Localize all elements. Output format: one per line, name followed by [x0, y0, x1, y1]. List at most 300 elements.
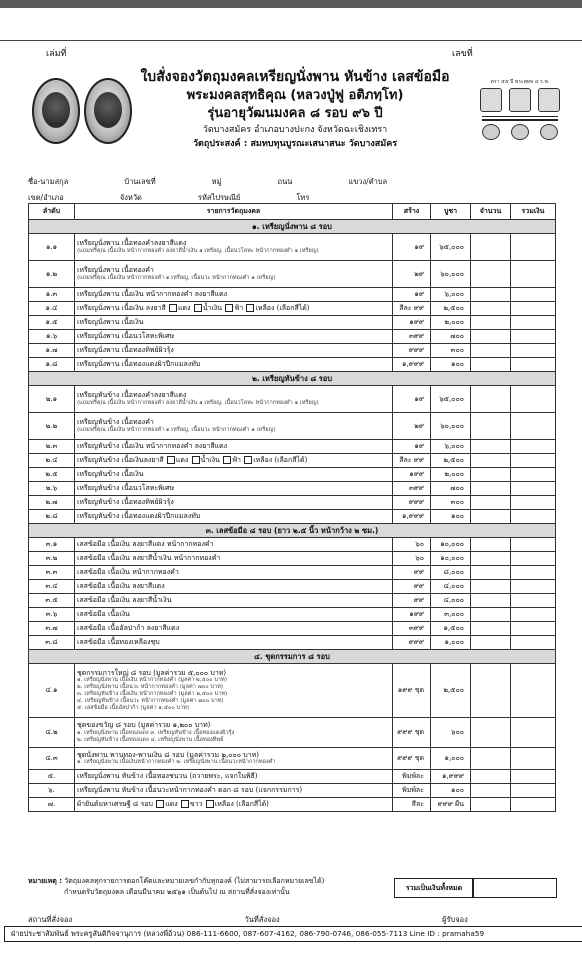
item-total-field[interactable]	[511, 261, 556, 288]
item-quantity-field[interactable]	[471, 664, 511, 718]
item-total-field[interactable]	[511, 566, 556, 580]
header-divider	[0, 40, 582, 41]
item-quantity-field[interactable]	[471, 330, 511, 344]
table-row	[29, 440, 556, 454]
item-quantity-field[interactable]	[471, 538, 511, 552]
temple-address: วัดบางสมัคร อำเภอบางปะกง จังหวัดฉะเชิงเทรา	[202, 125, 388, 135]
item-name: เหรียญนั่งพาน หันข้าง เนื้อทองชนวน (ถวายพระ, แจกในพิธี)	[77, 772, 258, 781]
item-total-field[interactable]	[511, 718, 556, 748]
item-quantity-field[interactable]	[471, 566, 511, 580]
table-row	[29, 538, 556, 552]
item-name: เหรียญนั่งพาน เนื้อทองทิพย์ผิวรุ้ง	[77, 346, 174, 355]
table-row	[29, 798, 556, 812]
color-option-label: แดง	[165, 800, 178, 809]
item-number: ๓.๒	[29, 552, 75, 566]
item-name-cell	[75, 454, 393, 468]
item-name-cell	[75, 608, 393, 622]
item-made-count: ๓๙๙	[393, 622, 431, 636]
item-total-field[interactable]	[511, 510, 556, 524]
item-number: ๔.๒	[29, 718, 75, 748]
item-total-field[interactable]	[511, 552, 556, 566]
lotus-icon	[511, 124, 529, 140]
item-total-field[interactable]	[511, 594, 556, 608]
item-name: เหรียญหันข้าง เนื้อทองทิพย์ผิวรุ้ง	[77, 498, 174, 507]
item-name: ชุดของขวัญ ๘ รอบ (มูลค่ารวม ๑,๒๐๐ บาท)	[77, 721, 211, 730]
color-option-label: น้ำเงิน	[200, 456, 220, 465]
item-total-field[interactable]	[511, 538, 556, 552]
item-made-count: ๓๙๙	[393, 330, 431, 344]
item-number: ๒.๓	[29, 440, 75, 454]
item-name: เลสข้อมือ เนื้ออัลปาก้า ลงยาสีแดง	[77, 624, 180, 633]
monk-portrait-icon	[540, 124, 558, 140]
item-name: เหรียญนั่งพาน เนื้อนวโลหะพิเศษ	[77, 332, 175, 341]
item-quantity-field[interactable]	[471, 358, 511, 372]
item-number: ๔.๑	[29, 664, 75, 718]
item-quantity-field[interactable]	[471, 496, 511, 510]
color-checkbox[interactable]	[167, 456, 175, 464]
item-total-field[interactable]	[511, 622, 556, 636]
item-number: ๑.๖	[29, 330, 75, 344]
item-number: ๗.	[29, 798, 75, 812]
section-header-row	[29, 372, 556, 386]
item-number: ๓.๕	[29, 594, 75, 608]
item-quantity-field[interactable]	[471, 302, 511, 316]
item-price: ๑,๕๐๐	[431, 622, 471, 636]
item-total-field[interactable]	[511, 748, 556, 770]
item-price: ๑๐,๐๐๐	[431, 538, 471, 552]
item-made-count: ๑๙	[393, 386, 431, 413]
item-total-field[interactable]	[511, 496, 556, 510]
section-header-row	[29, 524, 556, 538]
table-row	[29, 358, 556, 372]
set-contents-item: ๑. เหรียญนั่งพาน เนื้อทองแดง ๓. เหรียญหันข้าง เนื้อทองแดงผิวรุ้ง	[77, 729, 235, 736]
item-made-count: ๙๙๙ ชุด	[393, 718, 431, 748]
item-name-cell	[75, 538, 393, 552]
table-row	[29, 386, 556, 413]
item-quantity-field[interactable]	[471, 413, 511, 440]
order-items-table	[28, 203, 556, 812]
item-made-count: ๑๙๙	[393, 316, 431, 330]
item-quantity-field[interactable]	[471, 580, 511, 594]
table-row	[29, 608, 556, 622]
item-total-field[interactable]	[511, 664, 556, 718]
color-option-label: ฟ้า	[234, 304, 244, 313]
section-title: ๑. เหรียญนั่งพาน ๘ รอบ	[29, 220, 556, 234]
item-quantity-field[interactable]	[471, 288, 511, 302]
contact-footer: ฝ่ายประชาสัมพันธ์ พระครูสันติกิจจานุการ (หลวงพี่อ้วน) 086-111-6600, 087-607-4162, 086-790-0746, 086-055-7113 Line ID : pramaha59	[4, 926, 582, 942]
item-name-cell	[75, 482, 393, 496]
item-price: ๔,๐๐๐	[431, 580, 471, 594]
item-total-field[interactable]	[511, 344, 556, 358]
item-name: เหรียญหันข้าง เนื้อทองคำลงยาสีแดง	[77, 391, 187, 400]
item-name-cell	[75, 784, 393, 798]
item-name: เหรียญนั่งพาน เนื้อทองแดงผิวปีกแมลงทับ	[77, 360, 201, 369]
item-number: ๒.๔	[29, 454, 75, 468]
item-number: ๑.๔	[29, 302, 75, 316]
item-total-field[interactable]	[511, 302, 556, 316]
item-bonus-note: (แถมฟรีคุณ เนื้อเงิน หน้ากากทองคำ ๑ เหรียญ, เนื้อนวะ หน้ากากทองคำ ๑ เหรียญ)	[77, 274, 276, 281]
item-quantity-field[interactable]	[471, 770, 511, 784]
item-name: เลสข้อมือ เนื้อเงิน ลงยาสีน้ำเงิน หน้ากากทองคำ	[77, 554, 221, 563]
item-total-field[interactable]	[511, 798, 556, 812]
color-checkbox[interactable]	[181, 800, 189, 808]
table-row	[29, 566, 556, 580]
edition-name: รุ่นอายุวัฒนมงคล ๘ รอบ ๙๖ ปี	[207, 106, 383, 121]
customer-field-label: บ้านเลขที่	[124, 177, 156, 186]
item-number: ๑.๗	[29, 344, 75, 358]
color-option-note: (เลือกสีได้)	[274, 456, 308, 465]
item-price: ๑๐๐	[431, 784, 471, 798]
table-row	[29, 748, 556, 770]
item-made-count: ๑๙๙	[393, 608, 431, 622]
item-total-field[interactable]	[511, 608, 556, 622]
table-row	[29, 664, 556, 718]
item-number: ๕.	[29, 770, 75, 784]
table-row	[29, 770, 556, 784]
item-name-cell	[75, 664, 393, 718]
section-title: ๒. เหรียญหันข้าง ๘ รอบ	[29, 372, 556, 386]
item-total-field[interactable]	[511, 386, 556, 413]
receiver-label: ผู้รับจอง	[442, 915, 468, 924]
item-name-cell	[75, 440, 393, 454]
table-row	[29, 288, 556, 302]
item-total-field[interactable]	[511, 440, 556, 454]
purpose-line: วัตถุประสงค์ : สมทบทุนบูรณะเสนาสนะ วัดบางสมัคร	[192, 139, 398, 149]
item-quantity-field[interactable]	[471, 344, 511, 358]
signature-row	[28, 914, 518, 926]
temple-seal-emblem	[476, 78, 564, 148]
item-price: ๑๐,๐๐๐	[431, 552, 471, 566]
item-name-cell	[75, 413, 393, 440]
item-name-cell	[75, 358, 393, 372]
item-number: ๒.๖	[29, 482, 75, 496]
item-quantity-field[interactable]	[471, 608, 511, 622]
table-row	[29, 454, 556, 468]
col-no-header: ลำดับ	[29, 204, 75, 220]
item-quantity-field[interactable]	[471, 261, 511, 288]
item-made-count: ๖๐	[393, 552, 431, 566]
customer-field-label: หมู่	[211, 177, 222, 186]
item-name: เลสข้อมือ เนื้อทองเหลืองชุบ	[77, 638, 160, 647]
item-total-field[interactable]	[511, 468, 556, 482]
grand-total-label: รวมเป็นเงินทั้งหมด	[394, 878, 474, 898]
item-name-cell	[75, 594, 393, 608]
grand-total-field[interactable]	[472, 878, 557, 898]
item-name: เลสข้อมือ เนื้อเงิน หน้ากากทองคำ	[77, 568, 179, 577]
item-name: เหรียญนั่งพาน หันข้าง เนื้อนวะหน้ากากทองคำ ตอก ๘ รอบ (แจกกรรมการ)	[77, 786, 303, 795]
item-quantity-field[interactable]	[471, 622, 511, 636]
item-made-count: ๙๙๙	[393, 496, 431, 510]
color-option-label: แดง	[175, 456, 189, 465]
monk-portrait-icon	[482, 124, 500, 140]
table-header-row	[29, 204, 556, 220]
item-number: ๓.๓	[29, 566, 75, 580]
item-made-count: พิมพ์ละ	[393, 784, 431, 798]
item-price: ๑๐๐	[431, 510, 471, 524]
remarks-line-2: กำหนดรับวัตถุมงคล เดือนมีนาคม ๒๕๖๑ เป็นต้นไป ณ สถานที่สั่งจองเท่านั้น	[64, 887, 290, 896]
item-number: ๓.๑	[29, 538, 75, 552]
item-number: ๑.๑	[29, 234, 75, 261]
item-name: เหรียญหันข้าง เนื้อเงินลงยาสี	[77, 456, 164, 465]
item-total-field[interactable]	[511, 770, 556, 784]
item-made-count: ๙๙	[393, 594, 431, 608]
item-number: ๒.๘	[29, 510, 75, 524]
item-total-field[interactable]	[511, 316, 556, 330]
item-number: ๓.๘	[29, 636, 75, 650]
item-name: เหรียญนั่งพาน เนื้อเงิน ลงยาสี	[77, 304, 166, 313]
table-row	[29, 510, 556, 524]
customer-field-label: รหัสไปรษณีย์	[197, 193, 241, 202]
table-row	[29, 302, 556, 316]
item-number: ๒.๒	[29, 413, 75, 440]
item-total-field[interactable]	[511, 784, 556, 798]
item-quantity-field[interactable]	[471, 316, 511, 330]
item-name: เหรียญหันข้าง เนื้อเงิน หน้ากากทองคำ ลงยาสีแดง	[77, 442, 228, 451]
item-name: เหรียญนั่งพาน เนื้อทองคำลงยาสีแดง	[77, 239, 187, 248]
item-bonus-note: (แถมฟรีคุณ เนื้อเงิน หน้ากากทองคำ ลงยาสีน้ำเงิน ๑ เหรียญ, เนื้อนวโลหะ หน้ากากทองคำ ๑ เหรียญ)	[77, 399, 319, 406]
remarks-label: หมายเหตุ :	[28, 877, 63, 885]
color-checkbox[interactable]	[225, 304, 233, 312]
customer-info-row-1	[28, 176, 443, 188]
item-price: ๖๐,๐๐๐	[431, 413, 471, 440]
item-name-cell	[75, 330, 393, 344]
remarks	[28, 876, 388, 897]
item-quantity-field[interactable]	[471, 468, 511, 482]
item-number: ๒.๗	[29, 496, 75, 510]
seal-emblem-icon	[538, 88, 560, 112]
item-total-field[interactable]	[511, 413, 556, 440]
item-price: ๓๐๐	[431, 344, 471, 358]
table-row	[29, 344, 556, 358]
item-name: เหรียญหันข้าง เนื้อทองแดงผิวปีกแมลงทับ	[77, 512, 201, 521]
item-price: ๓๐๐	[431, 496, 471, 510]
item-name-cell	[75, 261, 393, 288]
item-name-cell	[75, 496, 393, 510]
color-checkbox[interactable]	[156, 800, 164, 808]
item-name-cell	[75, 718, 393, 748]
item-price: ๖,๐๐๐	[431, 440, 471, 454]
section-title: ๔. ชุดกรรมการ ๘ รอบ	[29, 650, 556, 664]
table-row	[29, 784, 556, 798]
color-checkbox[interactable]	[223, 456, 231, 464]
item-name: เหรียญหันข้าง เนื้อทองคำ	[77, 418, 154, 427]
item-number: ๒.๑	[29, 386, 75, 413]
item-quantity-field[interactable]	[471, 510, 511, 524]
item-total-field[interactable]	[511, 454, 556, 468]
item-bonus-note: (แถมฟรีคุณ เนื้อเงิน หน้ากากทองคำ ลงยาสีน้ำเงิน ๑ เหรียญ, เนื้อนวโลหะ หน้ากากทองคำ ๑ เหรียญ)	[77, 247, 319, 254]
item-price: ๒,๐๐๐	[431, 316, 471, 330]
set-contents-item: ๑. เหรียญนั่งพาน เนื้อเงิน หน้ากากทองคำ (มูลค่า ๒,๕๐๐ บาท)	[77, 677, 227, 684]
item-made-count: ๙๙๙	[393, 636, 431, 650]
form-title: ใบสั่งจองวัตถุมงคลเหรียญนั่งพาน หันข้าง เลสข้อมือ	[140, 69, 450, 85]
item-quantity-field[interactable]	[471, 636, 511, 650]
item-name: เลสข้อมือ เนื้อเงิน ลงยาสีแดง	[77, 582, 165, 591]
item-quantity-field[interactable]	[471, 552, 511, 566]
item-made-count: ๖๐	[393, 538, 431, 552]
item-price: ๖,๐๐๐	[431, 288, 471, 302]
item-made-count: สีละ ๙๙	[393, 302, 431, 316]
table-row	[29, 622, 556, 636]
color-option-label: เหลือง	[214, 800, 234, 809]
item-price: ๓,๐๐๐	[431, 608, 471, 622]
item-number: ๑.๘	[29, 358, 75, 372]
item-name-cell	[75, 386, 393, 413]
item-name: ชุดกรรมการใหญ่ ๘ รอบ (มูลค่ารวม ๕,๐๐๐ บาท)	[77, 668, 227, 677]
item-name: เลสข้อมือ เนื้อเงิน	[77, 610, 130, 619]
item-total-field[interactable]	[511, 330, 556, 344]
table-row	[29, 482, 556, 496]
color-checkbox[interactable]	[194, 304, 202, 312]
item-name-cell	[75, 552, 393, 566]
col-qty-header: จำนวน	[471, 204, 511, 220]
item-total-field[interactable]	[511, 234, 556, 261]
customer-field-label: เขต/อำเภอ	[28, 193, 64, 202]
color-checkbox[interactable]	[169, 304, 177, 312]
table-row	[29, 718, 556, 748]
item-quantity-field[interactable]	[471, 440, 511, 454]
item-made-count: ๙๙๙ ชุด	[393, 748, 431, 770]
item-made-count: ๑๙๙ ชุด	[393, 664, 431, 718]
item-total-field[interactable]	[511, 358, 556, 372]
col-price-header: บูชา	[431, 204, 471, 220]
item-number: ๒.๕	[29, 468, 75, 482]
item-name-cell	[75, 288, 393, 302]
color-option-note: (เลือกสีได้)	[235, 800, 269, 809]
table-row	[29, 261, 556, 288]
table-row	[29, 552, 556, 566]
item-made-count: ๑๙	[393, 288, 431, 302]
set-contents-item: ๓. เหรียญหันข้าง เนื้อเงิน หน้ากากทองคำ (มูลค่า ๒,๕๐๐ บาท)	[77, 691, 228, 698]
color-checkbox[interactable]	[192, 456, 200, 464]
item-price: ๒,๕๐๐	[431, 302, 471, 316]
item-made-count: พิมพ์ละ	[393, 770, 431, 784]
item-total-field[interactable]	[511, 482, 556, 496]
item-number: ๑.๓	[29, 288, 75, 302]
color-checkbox[interactable]	[246, 304, 254, 312]
customer-field-label: แขวง/ตำบล	[348, 177, 388, 186]
item-number: ๓.๗	[29, 622, 75, 636]
item-quantity-field[interactable]	[471, 386, 511, 413]
item-number: ๖.	[29, 784, 75, 798]
color-checkbox[interactable]	[206, 800, 214, 808]
top-strip	[0, 0, 582, 8]
item-total-field[interactable]	[511, 288, 556, 302]
color-checkbox[interactable]	[244, 456, 252, 464]
item-made-count: ๓๙๙	[393, 482, 431, 496]
remarks-line-1: วัตถุมงคลทุกรายการตอกโค๊ตและหมายเลขกำกับทุกองค์ (ไม่สามารถเลือกหมายเลขได้)	[64, 877, 325, 885]
table-row	[29, 316, 556, 330]
col-made-header: สร้าง	[393, 204, 431, 220]
item-price: ๑๐๐	[431, 358, 471, 372]
item-made-count: ๙๙	[393, 580, 431, 594]
item-price: ๖๕,๐๐๐	[431, 234, 471, 261]
item-quantity-field[interactable]	[471, 748, 511, 770]
item-quantity-field[interactable]	[471, 784, 511, 798]
item-quantity-field[interactable]	[471, 454, 511, 468]
seal-emblem-icon	[480, 88, 502, 112]
item-price: ๑,๙๙๙	[431, 770, 471, 784]
item-name: ชุดนั่งพาน พานทอง-พานเงิน ๘ รอบ (มูลค่ารวม ๒,๐๐๐ บาท)	[77, 750, 259, 759]
item-name-cell	[75, 770, 393, 784]
item-price: ๖๕,๐๐๐	[431, 386, 471, 413]
customer-field-label: ชื่อ-นามสกุล	[28, 177, 69, 186]
monk-name: พระมงคลสุทธิคุณ (หลวงปู่ฟู อติภทฺโท)	[186, 88, 404, 103]
item-name-cell	[75, 636, 393, 650]
item-name: เหรียญหันข้าง เนื้อเงิน	[77, 470, 144, 479]
item-price: ๙๙๙ ผืน	[431, 798, 471, 812]
item-quantity-field[interactable]	[471, 482, 511, 496]
table-row	[29, 594, 556, 608]
item-name: เลสข้อมือ เนื้อเงิน ลงยาสีน้ำเงิน	[77, 596, 172, 605]
item-bonus-note: (แถมฟรีคุณ เนื้อเงิน หน้ากากทองคำ ๑ เหรียญ, เนื้อนวะ หน้ากากทองคำ ๑ เหรียญ)	[77, 426, 276, 433]
item-name-cell	[75, 580, 393, 594]
color-option-label: แดง	[178, 304, 191, 313]
section-header-row	[29, 220, 556, 234]
item-name-cell	[75, 316, 393, 330]
item-price: ๑,๐๐๐	[431, 636, 471, 650]
item-name: เหรียญนั่งพาน เนื้อเงิน หน้ากากทองคำ ลงยาสีแดง	[77, 290, 228, 299]
pagoda-icon	[509, 88, 531, 112]
item-quantity-field[interactable]	[471, 798, 511, 812]
book-number-label: เล่มที่	[46, 49, 67, 59]
table-row	[29, 580, 556, 594]
item-made-count: ๒๙	[393, 413, 431, 440]
item-made-count: ๑,๙๙๙	[393, 510, 431, 524]
item-made-count: ๙๙	[393, 566, 431, 580]
color-option-label: ขาว	[189, 800, 203, 809]
table-row	[29, 468, 556, 482]
color-option-note: (เลือกสีได้)	[276, 304, 310, 313]
item-total-field[interactable]	[511, 636, 556, 650]
item-name-cell	[75, 622, 393, 636]
order-place-label: สถานที่สั่งจอง	[28, 915, 73, 924]
item-quantity-field[interactable]	[471, 234, 511, 261]
item-price: ๒,๕๐๐	[431, 454, 471, 468]
section-title: ๓. เลสข้อมือ ๘ รอบ (ยาว ๒.๕ นิ้ว หน้ากว้าง ๒ ซม.)	[29, 524, 556, 538]
table-row	[29, 234, 556, 261]
item-name-cell	[75, 344, 393, 358]
color-option-label: ฟ้า	[232, 456, 241, 465]
color-option-label: น้ำเงิน	[202, 304, 223, 313]
customer-field-label: ถนน	[277, 177, 293, 186]
item-price: ๒,๐๐๐	[431, 468, 471, 482]
item-name-cell	[75, 234, 393, 261]
set-contents-item: ๑. เหรียญนั่งพาน เนื้อเงินหน้ากากทองคำ ๒. เหรียญนั่งพาน เนื้อนวะหน้ากากทองคำ	[77, 759, 276, 766]
item-name-cell	[75, 798, 393, 812]
item-number: ๓.๖	[29, 608, 75, 622]
table-row	[29, 636, 556, 650]
item-price: ๔,๐๐๐	[431, 594, 471, 608]
item-made-count: ๑๙๙	[393, 468, 431, 482]
item-name: เหรียญนั่งพาน เนื้อเงิน	[77, 318, 144, 327]
seal-caption: ตรา ๕๕ ปี พระพุทธ ๔ ร.พ.	[490, 79, 550, 85]
col-total-header: รวมเงิน	[511, 204, 556, 220]
item-name-cell	[75, 302, 393, 316]
item-quantity-field[interactable]	[471, 594, 511, 608]
item-total-field[interactable]	[511, 580, 556, 594]
item-price: ๒,๕๐๐	[431, 664, 471, 718]
item-number: ๓.๔	[29, 580, 75, 594]
table-row	[29, 330, 556, 344]
item-price: ๖๐๐	[431, 718, 471, 748]
item-name: เหรียญหันข้าง เนื้อนวโลหะพิเศษ	[77, 484, 175, 493]
item-quantity-field[interactable]	[471, 718, 511, 748]
set-contents-item: ๒. เหรียญหันข้าง เนื้อทองแดง ๔. เหรียญนั่งพาน เนื้อทองทิพย์	[77, 736, 224, 743]
customer-field-label: โทร	[296, 193, 310, 202]
item-price: ๘,๐๐๐	[431, 566, 471, 580]
item-made-count: ๑๙	[393, 234, 431, 261]
item-price: ๖๐,๐๐๐	[431, 261, 471, 288]
